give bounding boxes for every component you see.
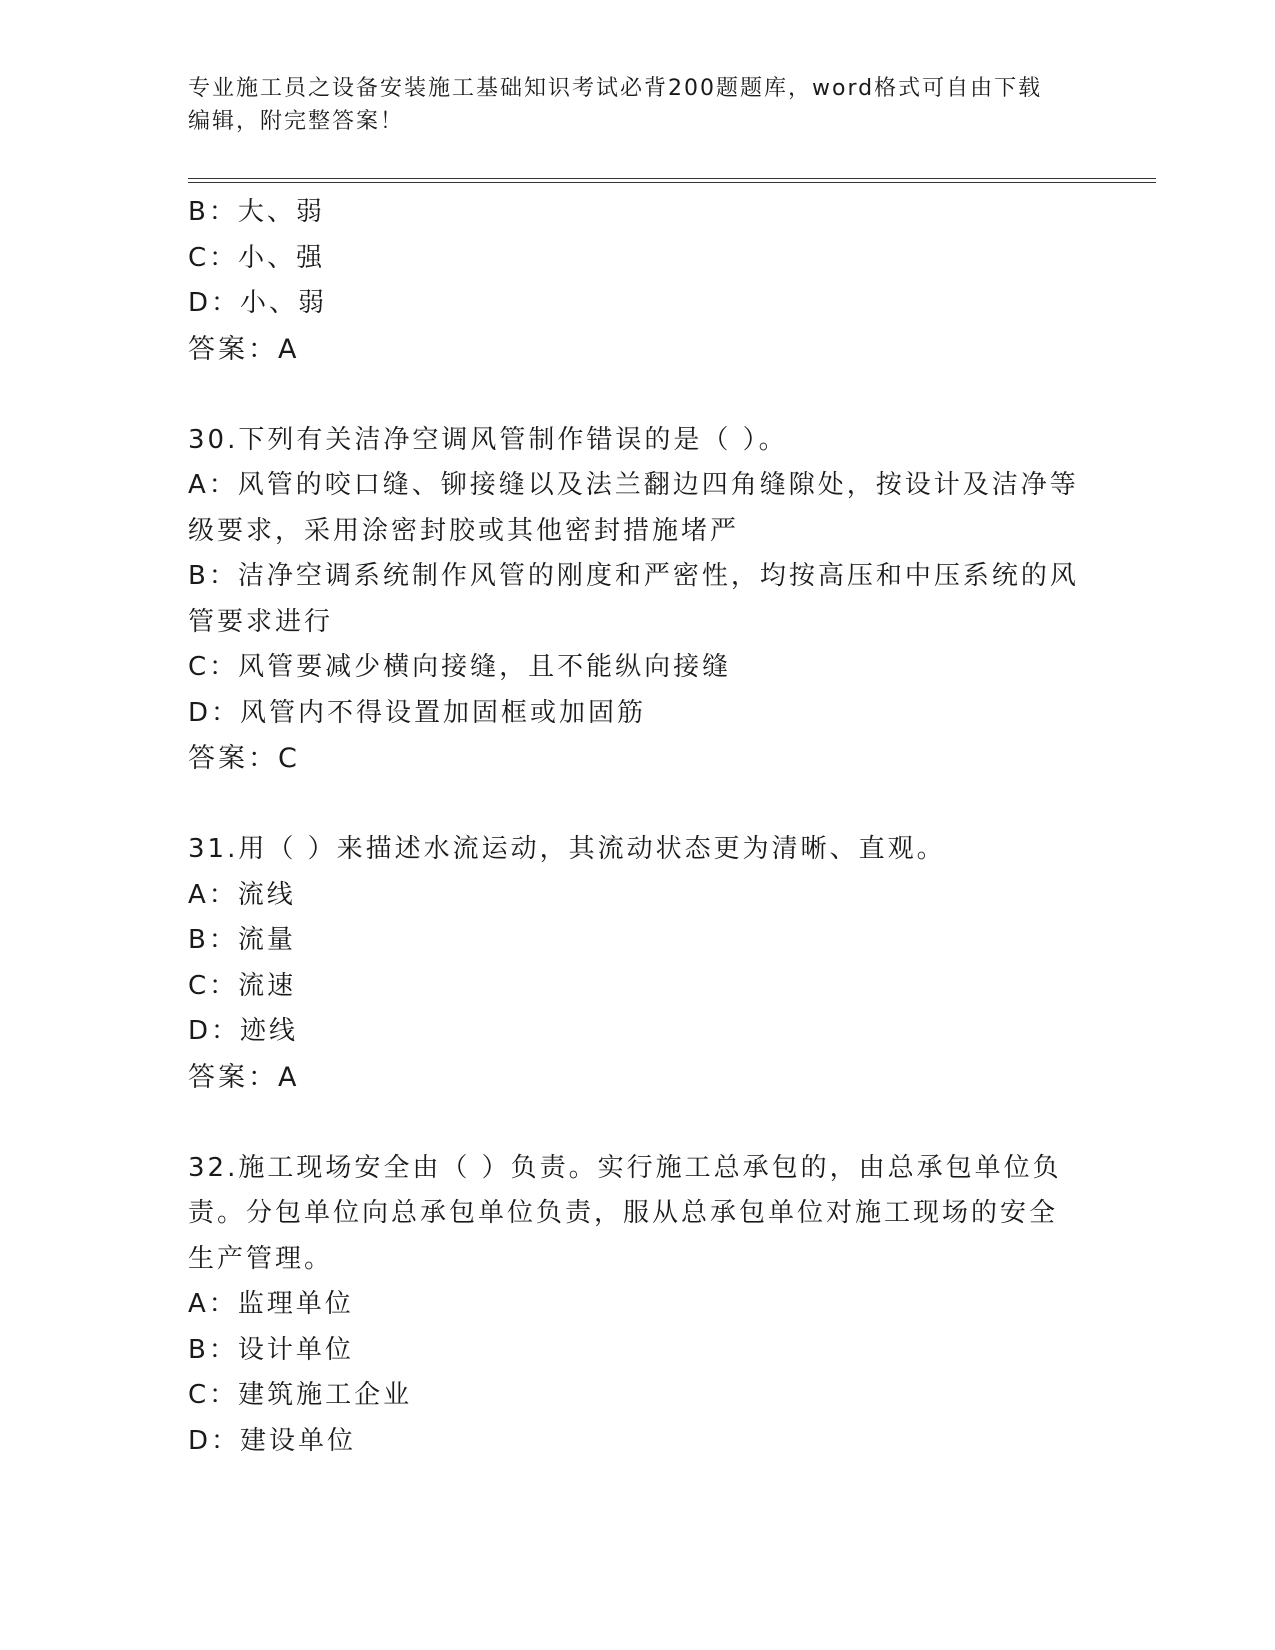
- option-a-continued: 级要求，采用涂密封胶或其他密封措施堵严: [188, 515, 740, 546]
- question-31: [188, 827, 1088, 1100]
- answer-line: 答案：C: [188, 743, 300, 774]
- question-stem-continued: 责。分包单位向总承包单位负责，服从总承包单位对施工现场的安全: [188, 1198, 1059, 1228]
- option-d: D：迹线: [188, 1016, 299, 1046]
- option-c: C：流速: [188, 970, 297, 1001]
- option-b: B：设计单位: [188, 1334, 354, 1365]
- question-stem: 30.下列有关洁净空调风管制作错误的是（ ）。: [188, 424, 788, 455]
- option-a: A：风管的咬口缝、铆接缝以及法兰翻边四角缝隙处，按设计及洁净等: [188, 470, 1079, 500]
- option-a: A：流线: [188, 879, 296, 910]
- spacer: [188, 372, 1088, 418]
- spacer: [188, 782, 1088, 828]
- header-line-2: 编辑，附完整答案！: [188, 109, 405, 134]
- question-30: [188, 418, 1088, 782]
- option-c: C：小、强: [188, 242, 326, 273]
- question-29-continuation: [188, 190, 1088, 372]
- header-rule-top: [188, 178, 1156, 179]
- option-d: D：建设单位: [188, 1425, 357, 1456]
- question-stem: 31.用（ ）来描述水流运动，其流动状态更为清晰、直观。: [188, 834, 946, 864]
- question-list: [188, 190, 1088, 1464]
- option-b: B：大、弱: [188, 197, 325, 227]
- spacer: [188, 1100, 1088, 1146]
- option-d: D：小、弱: [188, 288, 328, 318]
- answer-line: 答案：A: [188, 1061, 300, 1093]
- option-b: B：洁净空调系统制作风管的刚度和严密性，均按高压和中压系统的风: [188, 561, 1079, 591]
- option-c: C：风管要减少横向接缝，且不能纵向接缝: [188, 652, 732, 682]
- option-c: C：建筑施工企业: [188, 1380, 413, 1410]
- question-stem: 32.施工现场安全由（ ）负责。实行施工总承包的，由总承包单位负: [188, 1152, 1062, 1183]
- question-stem-continued: 生产管理。: [188, 1243, 334, 1274]
- header-rule-bottom: [188, 182, 1156, 183]
- option-a: A：监理单位: [188, 1289, 354, 1319]
- option-b: B：流量: [188, 925, 296, 955]
- document-header: [188, 72, 1068, 138]
- option-b-continued: 管要求进行: [188, 606, 334, 637]
- answer-line: 答案：A: [188, 333, 300, 365]
- header-line-1: 专业施工员之设备安装施工基础知识考试必背200题题库，word格式可自由下载: [188, 76, 1043, 101]
- question-32: [188, 1146, 1088, 1465]
- option-d: D：风管内不得设置加固框或加固筋: [188, 697, 647, 728]
